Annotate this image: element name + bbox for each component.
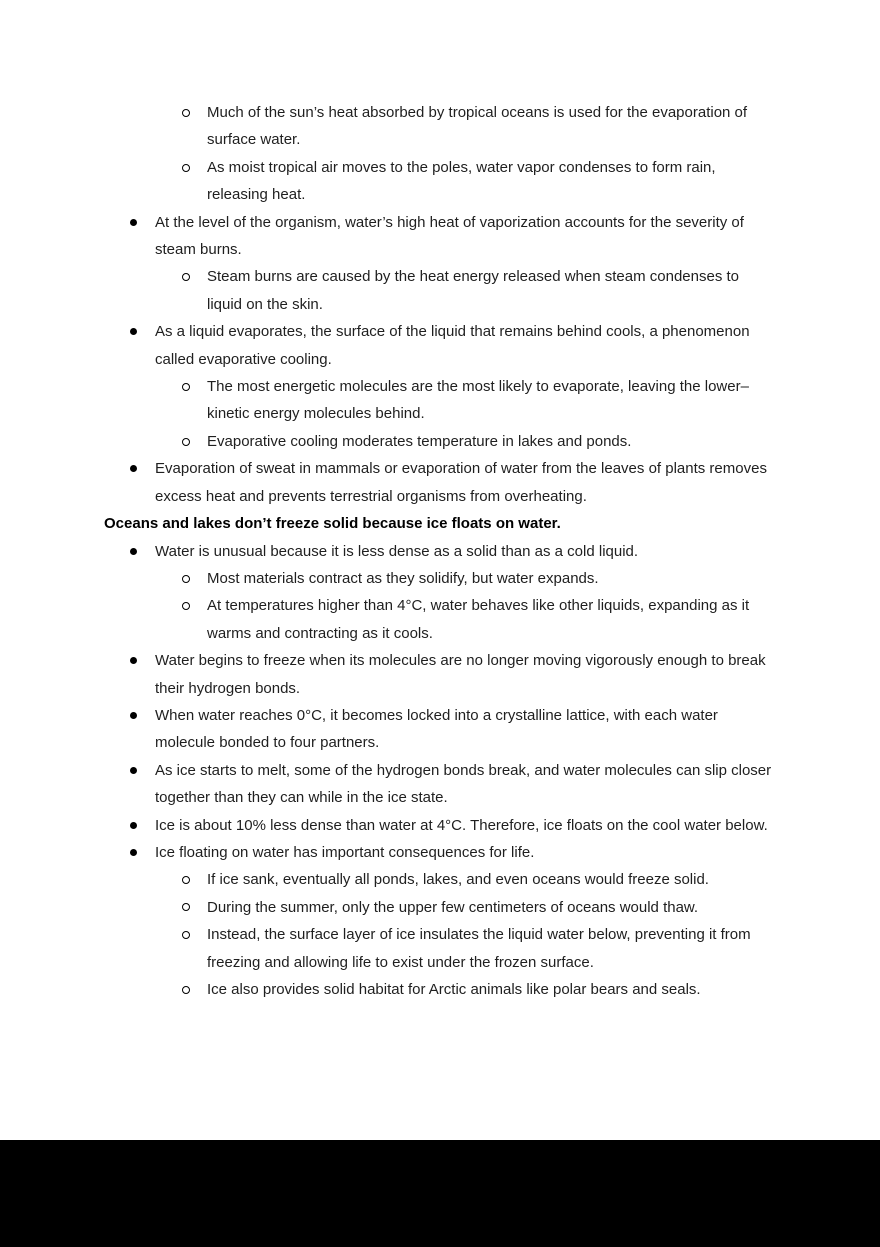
circle-marker-icon: [182, 894, 207, 921]
list-item: [182, 263, 778, 318]
list-item: [130, 812, 778, 839]
list-item: [182, 428, 778, 455]
list-item-text: Ice is about 10% less dense than water at 4°C. Therefore, ice floats on the cool water below.: [155, 816, 768, 834]
list-item: [182, 921, 778, 976]
bullet-marker-icon: [130, 209, 155, 236]
list-item-text: As a liquid evaporates, the surface of the liquid that remains behind cools, a phenomenon called evaporative cooling.: [155, 323, 750, 368]
list-item-text: Water begins to freeze when its molecules are no longer moving vigorously enough to break their hydrogen bonds.: [155, 652, 766, 697]
list-item: [182, 565, 778, 592]
list-item-text: Water is unusual because it is less dense as a solid than as a cold liquid.: [155, 542, 639, 560]
viewer-background: [0, 1140, 880, 1247]
circle-marker-icon: [182, 921, 207, 948]
list-item: [182, 894, 778, 921]
list-item: [130, 839, 778, 866]
list-item-text: Evaporation of sweat in mammals or evaporation of water from the leaves of plants removes excess heat and prevents terrestrial organisms from overheating.: [155, 460, 767, 505]
list-item-text: Ice also provides solid habitat for Arctic animals like polar bears and seals.: [207, 981, 701, 998]
circle-marker-icon: [182, 99, 207, 126]
bullet-marker-icon: [130, 839, 155, 866]
bullet-marker-icon: [130, 538, 155, 565]
list-item-text: Evaporative cooling moderates temperature in lakes and ponds.: [207, 432, 632, 450]
bullet-marker-icon: [130, 757, 155, 784]
list-item: [182, 976, 778, 1003]
list-item: [182, 99, 778, 154]
list-item-text: Much of the sun’s heat absorbed by tropical oceans is used for the evaporation of surface water.: [207, 104, 748, 149]
list-item-text: As moist tropical air moves to the poles, water vapor condenses to form rain, releasing heat.: [207, 158, 716, 204]
circle-marker-icon: [182, 592, 207, 619]
circle-marker-icon: [182, 263, 207, 290]
list-item: [130, 455, 778, 510]
list-item: [130, 538, 778, 565]
circle-marker-icon: [182, 976, 207, 1003]
circle-marker-icon: [182, 154, 207, 181]
list-item: [182, 866, 778, 893]
list-item-text: As ice starts to melt, some of the hydrogen bonds break, and water molecules can slip closer together than they can while in the ice state.: [155, 761, 772, 807]
list-item-text: Ice floating on water has important consequences for life.: [155, 843, 535, 861]
list-item-text: The most energetic molecules are the most likely to evaporate, leaving the lower–kinetic energy molecules behind.: [207, 378, 749, 423]
list-item-text: During the summer, only the upper few centimeters of oceans would thaw.: [207, 898, 699, 916]
list-item-text: At temperatures higher than 4°C, water behaves like other liquids, expanding as it warms and contracting as it cools.: [207, 597, 750, 642]
bullet-marker-icon: [130, 455, 155, 482]
list-item: [182, 373, 778, 428]
list-item-text: If ice sank, eventually all ponds, lakes, and even oceans would freeze solid.: [207, 871, 709, 889]
bullet-marker-icon: [130, 812, 155, 839]
list-item-text: Instead, the surface layer of ice insulates the liquid water below, preventing it from freezing and allowing life to exist under the frozen surface.: [207, 926, 751, 971]
bullet-marker-icon: [130, 647, 155, 674]
list-item: [130, 647, 778, 702]
list-item: [182, 154, 778, 209]
list-item-text: Most materials contract as they solidify, but water expands.: [207, 569, 599, 587]
circle-marker-icon: [182, 866, 207, 893]
list-item: [130, 318, 778, 373]
circle-marker-icon: [182, 428, 207, 455]
list-item-text: When water reaches 0°C, it becomes locked into a crystalline lattice, with each water molecule bonded to four partners.: [155, 706, 718, 752]
list-item-text: Steam burns are caused by the heat energy released when steam condenses to liquid on the skin.: [207, 268, 739, 313]
circle-marker-icon: [182, 565, 207, 592]
list-item-text: At the level of the organism, water’s high heat of vaporization accounts for the severity of steam burns.: [155, 213, 744, 259]
circle-marker-icon: [182, 373, 207, 400]
list-item: [130, 209, 778, 264]
list-item: [130, 702, 778, 757]
section-heading: Oceans and lakes don’t freeze solid because ice floats on water.: [104, 515, 561, 533]
bullet-marker-icon: [130, 702, 155, 729]
list-item: [182, 592, 778, 647]
bullet-list: [104, 99, 778, 1003]
list-item: [130, 757, 778, 812]
bullet-marker-icon: [130, 318, 155, 345]
